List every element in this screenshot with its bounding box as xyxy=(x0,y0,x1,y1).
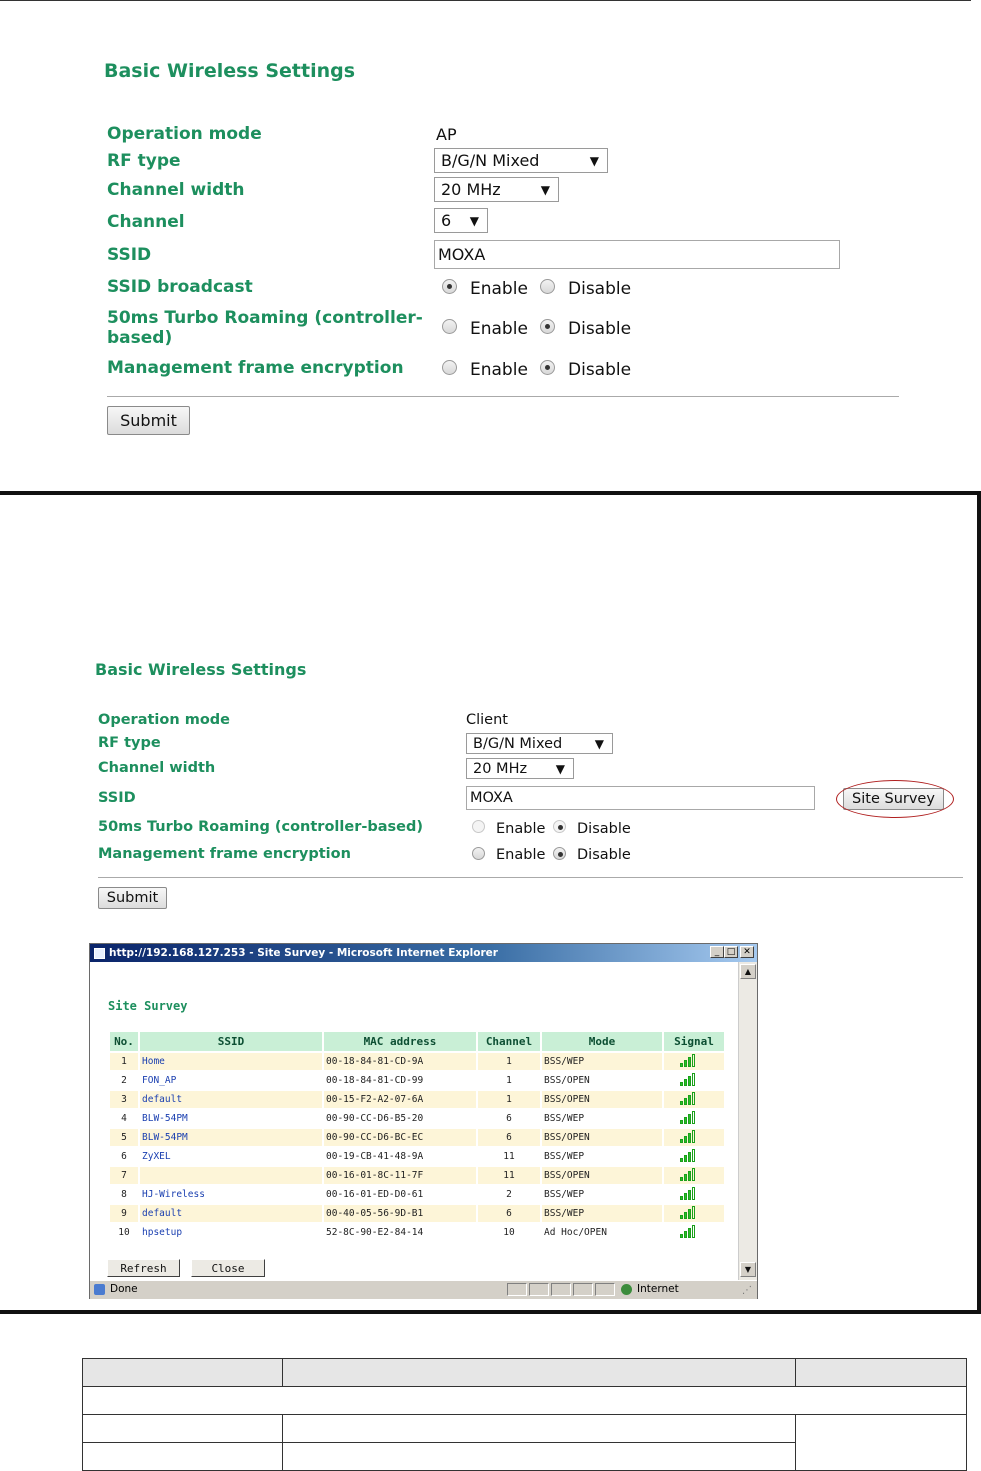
cell-channel: 1 xyxy=(478,1072,540,1089)
rf-type-value: B/G/N Mixed xyxy=(441,151,540,170)
signal-bar xyxy=(688,1114,691,1124)
cell-channel: 10 xyxy=(478,1224,540,1241)
channel-width-value: 20 MHz xyxy=(473,760,528,777)
signal-bar xyxy=(684,1060,687,1067)
rf-type-select[interactable] xyxy=(466,733,613,754)
cell-signal xyxy=(664,1186,724,1203)
label-ssid: SSID xyxy=(107,245,152,265)
cell-no: 2 xyxy=(110,1072,138,1089)
table-row[interactable] xyxy=(110,1148,724,1165)
cell-mac: 00-15-F2-A2-07-6A xyxy=(324,1091,476,1108)
table-row xyxy=(83,1415,967,1443)
minimize-icon[interactable]: _ xyxy=(710,946,724,958)
status-cell xyxy=(551,1283,571,1296)
cell-no: 9 xyxy=(110,1205,138,1222)
table-cell xyxy=(83,1359,283,1387)
mgmt-encryption-disable-label: Disable xyxy=(577,847,631,863)
channel-select[interactable] xyxy=(434,208,488,233)
cell-ssid[interactable]: BLW-54PM xyxy=(140,1110,322,1127)
signal-bar xyxy=(692,1111,695,1124)
mgmt-encryption-enable-radio[interactable] xyxy=(472,847,485,860)
scroll-up-icon[interactable]: ▲ xyxy=(740,964,756,979)
label-channel-width: Channel width xyxy=(107,180,245,200)
status-cell xyxy=(507,1283,527,1296)
table-cell xyxy=(283,1415,796,1443)
ssid-broadcast-disable-radio[interactable] xyxy=(540,279,555,294)
signal-strength-icon xyxy=(680,1225,695,1238)
signal-bar xyxy=(680,1158,683,1162)
page-title: Basic Wireless Settings xyxy=(104,60,356,82)
signal-bar xyxy=(688,1076,691,1086)
channel-width-value: 20 MHz xyxy=(441,180,501,199)
table-row[interactable] xyxy=(110,1186,724,1203)
table-cell xyxy=(83,1387,967,1415)
signal-bar xyxy=(688,1133,691,1143)
label-rf-type: RF type xyxy=(107,151,181,171)
signal-strength-icon xyxy=(680,1111,695,1124)
ssid-input[interactable]: MOXA xyxy=(434,240,840,269)
label-rf-type: RF type xyxy=(98,735,161,751)
cell-mode: BSS/OPEN xyxy=(542,1167,662,1184)
cell-ssid[interactable]: BLW-54PM xyxy=(140,1129,322,1146)
cell-channel: 6 xyxy=(478,1129,540,1146)
internet-zone-icon xyxy=(621,1284,632,1295)
value-operation-mode: Client xyxy=(466,712,508,728)
cell-channel: 11 xyxy=(478,1148,540,1165)
signal-bar xyxy=(688,1095,691,1105)
table-row[interactable] xyxy=(110,1110,724,1127)
col-ssid: SSID xyxy=(140,1032,322,1051)
signal-bar xyxy=(692,1187,695,1200)
signal-bar xyxy=(680,1063,683,1067)
signal-bar xyxy=(680,1139,683,1143)
site-survey-button[interactable]: Site Survey xyxy=(843,788,944,810)
vertical-scrollbar[interactable] xyxy=(738,962,757,1280)
label-mgmt-frame-encryption: Management frame encryption xyxy=(107,358,404,378)
refresh-button[interactable]: Refresh xyxy=(107,1259,180,1277)
signal-bar xyxy=(680,1082,683,1086)
turbo-roaming-enable-label: Enable xyxy=(470,319,528,339)
signal-strength-icon xyxy=(680,1130,695,1143)
table-cell xyxy=(83,1443,283,1471)
signal-bar xyxy=(688,1228,691,1238)
label-turbo-roaming-line2: based) xyxy=(107,328,173,348)
mgmt-encryption-enable-radio[interactable] xyxy=(442,360,457,375)
table-cell xyxy=(283,1359,796,1387)
cell-signal xyxy=(664,1091,724,1108)
signal-bar xyxy=(684,1136,687,1143)
turbo-roaming-enable-radio[interactable] xyxy=(472,820,485,833)
table-cell xyxy=(283,1443,796,1471)
turbo-roaming-disable-label: Disable xyxy=(577,821,631,837)
status-cell xyxy=(595,1283,615,1296)
window-content xyxy=(90,962,738,1280)
signal-bar xyxy=(692,1073,695,1086)
cell-signal xyxy=(664,1167,724,1184)
dropdown-arrow-icon: ▼ xyxy=(594,736,604,751)
ssid-broadcast-enable-radio[interactable] xyxy=(442,279,457,294)
ie-page-icon xyxy=(94,948,105,959)
cell-ssid[interactable]: Home xyxy=(140,1053,322,1070)
cell-channel: 11 xyxy=(478,1167,540,1184)
signal-strength-icon xyxy=(680,1149,695,1162)
highlight-ellipse xyxy=(836,780,954,818)
status-cell xyxy=(529,1283,549,1296)
status-text: Done xyxy=(110,1283,138,1295)
ssid-input[interactable]: MOXA xyxy=(466,786,815,810)
signal-bar xyxy=(688,1190,691,1200)
signal-bar xyxy=(680,1101,683,1105)
channel-width-select[interactable] xyxy=(466,758,574,779)
signal-strength-icon xyxy=(680,1092,695,1105)
signal-strength-icon xyxy=(680,1054,695,1067)
cell-mode: BSS/OPEN xyxy=(542,1129,662,1146)
signal-strength-icon xyxy=(680,1168,695,1181)
cell-signal xyxy=(664,1110,724,1127)
col-mode: Mode xyxy=(542,1032,662,1051)
dropdown-arrow-icon: ▼ xyxy=(540,182,550,197)
label-operation-mode: Operation mode xyxy=(98,712,230,728)
signal-bar xyxy=(692,1225,695,1238)
cell-ssid[interactable]: FON_AP xyxy=(140,1072,322,1089)
signal-bar xyxy=(692,1092,695,1105)
signal-bar xyxy=(680,1177,683,1181)
signal-bar xyxy=(680,1196,683,1200)
col-signal: Signal xyxy=(664,1032,724,1051)
dropdown-arrow-icon: ▼ xyxy=(555,761,565,776)
cell-signal xyxy=(664,1205,724,1222)
cell-mode: BSS/OPEN xyxy=(542,1091,662,1108)
cell-mode: BSS/OPEN xyxy=(542,1072,662,1089)
window-titlebar[interactable] xyxy=(90,944,757,962)
label-turbo-roaming-line1: 50ms Turbo Roaming (controller- xyxy=(107,308,423,328)
cell-channel: 1 xyxy=(478,1053,540,1070)
mgmt-encryption-disable-label: Disable xyxy=(568,360,632,380)
label-channel-width: Channel width xyxy=(98,760,216,776)
cell-channel: 6 xyxy=(478,1205,540,1222)
turbo-roaming-disable-radio[interactable] xyxy=(540,319,555,334)
signal-bar xyxy=(692,1149,695,1162)
value-operation-mode: AP xyxy=(436,125,457,144)
ssid-broadcast-disable-label: Disable xyxy=(568,279,632,299)
cell-mode: BSS/WEP xyxy=(542,1205,662,1222)
cell-no: 3 xyxy=(110,1091,138,1108)
site-survey-window xyxy=(89,943,758,1299)
col-mac: MAC address xyxy=(324,1032,476,1051)
mgmt-encryption-enable-label: Enable xyxy=(496,847,546,863)
cell-mac: 00-18-84-81-CD-99 xyxy=(324,1072,476,1089)
signal-bar xyxy=(680,1120,683,1124)
cell-mac: 00-16-01-8C-11-7F xyxy=(324,1167,476,1184)
page-title: Basic Wireless Settings xyxy=(95,660,307,679)
site-survey-heading: Site Survey xyxy=(108,999,188,1013)
cell-signal xyxy=(664,1072,724,1089)
signal-strength-icon xyxy=(680,1206,695,1219)
cell-no: 6 xyxy=(110,1148,138,1165)
close-button[interactable]: Close xyxy=(191,1259,265,1277)
blank-table xyxy=(82,1358,967,1471)
cell-mac: 00-19-CB-41-48-9A xyxy=(324,1148,476,1165)
signal-bar xyxy=(688,1057,691,1067)
frame-border-bottom xyxy=(0,1310,981,1314)
cell-no: 1 xyxy=(110,1053,138,1070)
cell-ssid[interactable]: ZyXEL xyxy=(140,1148,322,1165)
signal-bar xyxy=(684,1117,687,1124)
table-row[interactable] xyxy=(110,1224,724,1241)
cell-mode: Ad Hoc/OPEN xyxy=(542,1224,662,1241)
label-turbo-roaming: 50ms Turbo Roaming (controller-based) xyxy=(98,819,423,835)
signal-bar xyxy=(680,1215,683,1219)
signal-bar xyxy=(684,1231,687,1238)
cell-no: 8 xyxy=(110,1186,138,1203)
signal-bar xyxy=(688,1152,691,1162)
cell-signal xyxy=(664,1148,724,1165)
cell-mac: 00-90-CC-D6-B5-20 xyxy=(324,1110,476,1127)
divider xyxy=(98,877,963,878)
cell-mac: 52-8C-90-E2-84-14 xyxy=(324,1224,476,1241)
cell-channel: 6 xyxy=(478,1110,540,1127)
signal-bar xyxy=(684,1155,687,1162)
cell-mac: 00-16-01-ED-D0-61 xyxy=(324,1186,476,1203)
mgmt-encryption-disable-radio[interactable] xyxy=(540,360,555,375)
cell-signal xyxy=(664,1053,724,1070)
cell-ssid[interactable]: default xyxy=(140,1205,322,1222)
col-no: No. xyxy=(110,1032,138,1051)
table-row xyxy=(83,1387,967,1415)
label-ssid: SSID xyxy=(98,790,136,806)
table-row[interactable] xyxy=(110,1205,724,1222)
close-icon[interactable]: ✕ xyxy=(740,946,754,958)
signal-bar xyxy=(680,1234,683,1238)
table-cell xyxy=(796,1359,967,1387)
page-done-icon xyxy=(94,1284,105,1295)
resize-grip-icon[interactable]: ⋰ xyxy=(742,1285,752,1296)
table-row[interactable] xyxy=(110,1167,724,1184)
table-cell xyxy=(796,1415,967,1471)
col-channel: Channel xyxy=(478,1032,540,1051)
status-cell xyxy=(573,1283,593,1296)
status-bar xyxy=(90,1280,757,1299)
signal-bar xyxy=(684,1079,687,1086)
mgmt-encryption-enable-label: Enable xyxy=(470,360,528,380)
cell-channel: 1 xyxy=(478,1091,540,1108)
rf-type-select[interactable] xyxy=(434,148,608,173)
turbo-roaming-disable-label: Disable xyxy=(568,319,632,339)
site-survey-table xyxy=(108,1030,726,1243)
cell-mac: 00-40-05-56-9D-B1 xyxy=(324,1205,476,1222)
zone-text: Internet xyxy=(637,1283,679,1295)
signal-bar xyxy=(684,1098,687,1105)
site-survey-rows xyxy=(110,1053,724,1241)
cell-signal xyxy=(664,1129,724,1146)
mgmt-encryption-disable-radio[interactable] xyxy=(553,847,566,860)
cell-mode: BSS/WEP xyxy=(542,1186,662,1203)
turbo-roaming-disable-radio[interactable] xyxy=(553,820,566,833)
label-ssid-broadcast: SSID broadcast xyxy=(107,277,253,297)
frame-border-top xyxy=(0,491,981,495)
signal-strength-icon xyxy=(680,1073,695,1086)
cell-ssid[interactable]: default xyxy=(140,1091,322,1108)
table-cell xyxy=(83,1415,283,1443)
rf-type-value: B/G/N Mixed xyxy=(473,735,563,752)
cell-no: 10 xyxy=(110,1224,138,1241)
submit-button[interactable]: Submit xyxy=(107,406,190,435)
cell-ssid[interactable]: hpsetup xyxy=(140,1224,322,1241)
table-row[interactable] xyxy=(110,1091,724,1108)
table-row[interactable] xyxy=(110,1053,724,1070)
ssid-broadcast-enable-label: Enable xyxy=(470,279,528,299)
frame-border-right xyxy=(977,491,981,1314)
channel-value: 6 xyxy=(441,211,452,230)
signal-bar xyxy=(692,1054,695,1067)
cell-mac: 00-18-84-81-CD-9A xyxy=(324,1053,476,1070)
signal-bar xyxy=(692,1206,695,1219)
cell-signal xyxy=(664,1224,724,1241)
signal-bar xyxy=(688,1171,691,1181)
cell-mode: BSS/WEP xyxy=(542,1148,662,1165)
turbo-roaming-enable-radio[interactable] xyxy=(442,319,457,334)
signal-strength-icon xyxy=(680,1187,695,1200)
label-mgmt-frame-encryption: Management frame encryption xyxy=(98,846,351,862)
cell-ssid[interactable] xyxy=(140,1167,322,1184)
signal-bar xyxy=(684,1193,687,1200)
turbo-roaming-enable-label: Enable xyxy=(496,821,546,837)
signal-bar xyxy=(684,1212,687,1219)
table-header-row xyxy=(83,1359,967,1387)
dropdown-arrow-icon: ▼ xyxy=(589,153,599,168)
signal-bar xyxy=(688,1209,691,1219)
scroll-down-icon[interactable]: ▼ xyxy=(740,1262,756,1277)
cell-mac: 00-90-CC-D6-BC-EC xyxy=(324,1129,476,1146)
signal-bar xyxy=(684,1174,687,1181)
cell-no: 4 xyxy=(110,1110,138,1127)
table-row[interactable] xyxy=(110,1129,724,1146)
table-row[interactable] xyxy=(110,1072,724,1089)
top-rule xyxy=(0,0,971,1)
label-operation-mode: Operation mode xyxy=(107,124,262,144)
cell-channel: 2 xyxy=(478,1186,540,1203)
divider xyxy=(107,396,899,397)
window-title: http://192.168.127.253 - Site Survey - Microsoft Internet Explorer xyxy=(109,947,498,959)
cell-no: 5 xyxy=(110,1129,138,1146)
signal-bar xyxy=(692,1130,695,1143)
signal-bar xyxy=(692,1168,695,1181)
cell-ssid[interactable]: HJ-Wireless xyxy=(140,1186,322,1203)
cell-mode: BSS/WEP xyxy=(542,1110,662,1127)
submit-button[interactable]: Submit xyxy=(98,887,167,909)
maximize-icon[interactable]: □ xyxy=(724,946,738,958)
dropdown-arrow-icon: ▼ xyxy=(469,213,479,228)
label-channel: Channel xyxy=(107,212,185,232)
cell-mode: BSS/WEP xyxy=(542,1053,662,1070)
cell-no: 7 xyxy=(110,1167,138,1184)
channel-width-select[interactable] xyxy=(434,177,559,202)
table-header-row xyxy=(110,1032,724,1051)
